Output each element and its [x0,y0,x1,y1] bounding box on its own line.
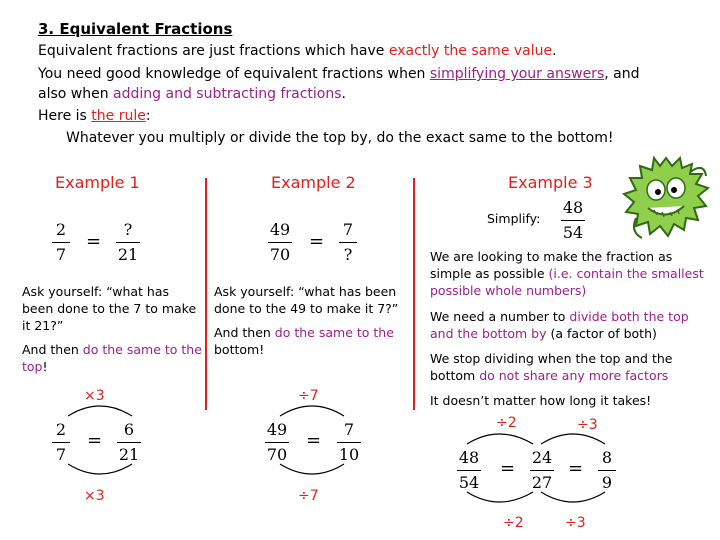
numerator: 7 [342,220,354,239]
example-1-instruction [22,341,204,375]
example-3-paragraph-1 [430,248,712,299]
intro-line-3 [38,85,346,104]
denominator: 21 [118,445,140,464]
column-divider [205,178,207,410]
numerator: 6 [123,420,135,439]
instruction-text: And then [22,342,83,357]
denominator: 54 [562,223,584,242]
arc-top [280,406,344,416]
fraction [52,220,70,265]
example-3-paragraph-4: It doesn’t matter how long it takes! [430,393,652,408]
monster-mascot-icon [620,152,714,248]
highlight-text: (i.e. contain the smallest possible whole numbers) [430,266,704,298]
example-2-question: Ask yourself: “what has been done to the 49 to make it 7?” [214,284,399,316]
denominator: 9 [601,473,613,492]
numerator: 2 [55,220,67,239]
paragraph-text: We need a number to [430,309,570,324]
example-3-paragraph-2 [430,308,712,342]
intro-line-4 [38,107,151,126]
highlight-text: do not share any more factors [479,368,669,383]
divide-label: ÷7 [298,488,319,504]
page-title: 3. Equivalent Fractions [38,20,233,38]
numerator: 48 [458,448,480,467]
highlight-text: exactly the same value [388,43,553,59]
fraction [265,420,289,465]
highlight-link: simplifying your answers [429,66,605,82]
rule-text: Whatever you multiply or divide the top by, do the exact same to the bottom! [66,130,614,146]
example-1-question: Ask yourself: “what has been done to the 7 to make it 21?” [22,284,197,333]
fraction [337,420,361,465]
intro-text: . [552,43,557,59]
intro-text: . [341,86,346,102]
denominator: 10 [338,445,360,464]
equals-sign: = [86,231,102,252]
denominator: 7 [55,445,67,464]
intro-line-1 [38,42,557,61]
equals-sign: = [500,458,516,479]
intro-text: also when [38,86,114,102]
arc-bottom [541,492,605,502]
denominator: 70 [269,245,291,264]
divide-label: ÷7 [298,388,319,404]
numerator: 48 [562,198,584,217]
instruction-text: And then [214,325,275,340]
intro-text: , and [604,66,640,82]
fraction [52,420,70,465]
fraction [339,220,357,265]
denominator: 21 [117,245,139,264]
example-2-instruction [214,324,410,358]
divide-label: ÷2 [503,515,524,531]
multiply-label: ×3 [84,488,105,504]
numerator: ? [123,220,133,239]
divide-label: ÷3 [577,417,598,433]
example-1-title: Example 1 [55,173,140,192]
column-divider [413,178,415,410]
numerator: 49 [269,220,291,239]
highlight-text: do the same to the top [22,342,202,374]
numerator: 49 [266,420,288,439]
paragraph-text: We stop dividing when the top and the bottom [430,351,673,383]
multiply-label: ×3 [84,388,105,404]
arc-top [467,434,533,444]
denominator: 70 [266,445,288,464]
fraction [116,220,140,265]
fraction [457,448,481,493]
numerator: 2 [55,420,67,439]
fraction [117,420,141,465]
intro-text: Here is [38,108,92,124]
arc-bottom [467,492,533,502]
highlight-link: the rule [91,108,146,124]
paragraph-text: We are looking to make the fraction as simple as possible [430,249,673,281]
equals-sign: = [87,430,103,451]
arc-top [541,434,605,444]
highlight-text: adding and subtracting fractions [113,86,342,102]
example-2-title: Example 2 [271,173,356,192]
arc-top [68,406,132,416]
instruction-text: ! [42,359,48,374]
arc-bottom [280,464,344,474]
denominator: 27 [531,473,553,492]
paragraph-text: (a factor of both) [546,326,657,341]
numerator: 24 [531,448,553,467]
fraction [268,220,292,265]
example-3-paragraph-3 [430,350,712,384]
intro-line-2 [38,65,639,84]
intro-text: You need good knowledge of equivalent fractions when [38,66,430,82]
instruction-text: bottom! [214,342,265,357]
arc-bottom [68,464,132,474]
fraction [530,448,554,493]
fraction [561,198,585,243]
equals-sign: = [306,430,322,451]
intro-text: : [145,108,151,124]
denominator: 54 [458,473,480,492]
denominator: ? [343,245,353,264]
equals-sign: = [568,458,584,479]
simplify-label: Simplify: [487,211,541,226]
fraction [598,448,616,493]
denominator: 7 [55,245,67,264]
highlight-text: do the same to the [274,325,394,340]
divide-label: ÷2 [496,415,517,431]
numerator: 8 [601,448,613,467]
intro-text: Equivalent fractions are just fractions which have [38,43,389,59]
equals-sign: = [309,231,325,252]
numerator: 7 [343,420,355,439]
example-3-title: Example 3 [508,173,593,192]
divide-label: ÷3 [565,515,586,531]
highlight-text: divide both the top and the bottom by [430,309,689,341]
